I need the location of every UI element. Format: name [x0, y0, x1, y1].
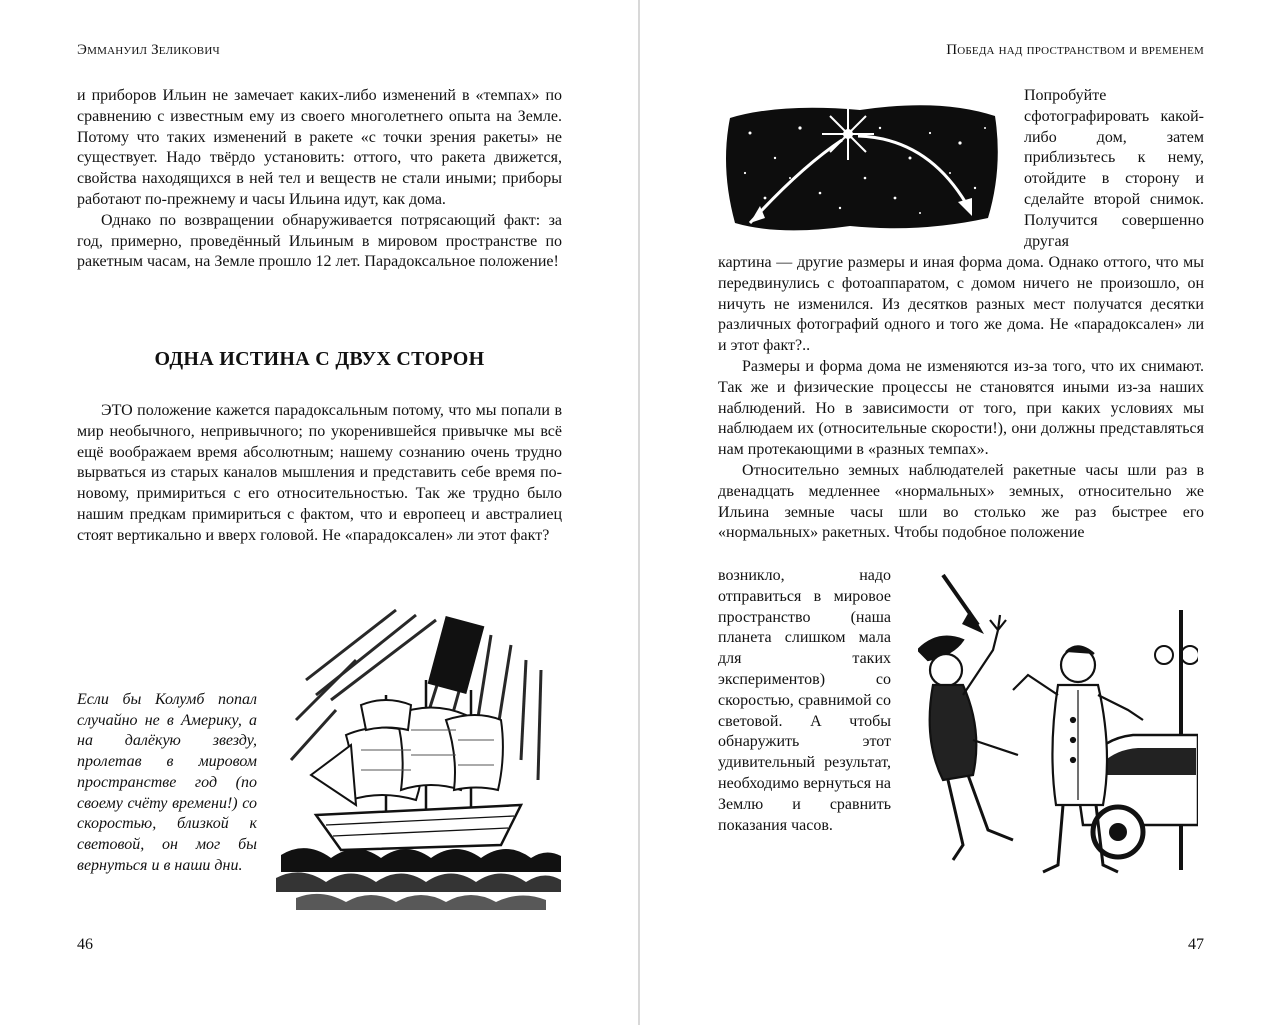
paragraph: Размеры и форма дома не изменяются из-за того, что их снимают. Так же и физические процессы не становятся иными из-за наших наблюдений. Но в зависимости от того, при каких условиях мы наблюдаем их (относительные скорости!), они должны представляться нам протекающими в «разных темпах». [718, 357, 1204, 459]
paragraph: и приборов Ильин не замечает каких-либо изменений в «темпах» по сравнению с известным ему из своего многолетнего опыта на Земле. Потому что таких изменений в ракете «с точки зрения ракеты» не существует. Надо твёрдо установить: оттого, что ракета движется, свойства находящихся в ней тел и веществ не стали иными; приборы работают по-прежнему и часы Ильина идут, как дома. [77, 87, 562, 208]
page-number: 47 [1188, 936, 1204, 953]
page-number: 46 [77, 936, 93, 953]
lower-float-text [718, 566, 891, 836]
illustration-caption: Если бы Колумб попал случайно не в Америку, а на далёкую звезду, пролетав в мировом пространстве год (по своему счёту времени!) со скоростью, близкой к световой, он мог бы вернуться и в наши дни. [77, 691, 257, 874]
sailing-ship-illustration [276, 600, 566, 920]
paragraph: Однако по возвращении обнаруживается потрясающий факт: за год, примерно, проведённый Ильиным в мировом пространстве по ракетным часам, на Земле прошло 12 лет. Парадоксальное положение! [77, 211, 562, 271]
paragraph: возникло, надо отправиться в мировое пространство (наша планета слишком мала для таких экспериментов) со скоростью, сравнимой со световой. А чтобы обнаружить этот удивительный результат, необходимо вернуться на Землю и сравнить показания часов. [718, 567, 891, 834]
left-page [0, 0, 638, 1025]
running-head-title: Победа над пространством и временем [946, 42, 1204, 58]
right-page [640, 0, 1279, 1025]
top-text-block [77, 86, 562, 273]
starry-sky-illustration [720, 98, 1005, 238]
paragraph: ЭТО положение кажется парадоксальным потому, что мы попали в мир необычного, непривычного; по укоренившейся привычке мы всё ещё воображаем время абсолютным; нашему сознанию очень трудно вырваться из старых каналов мышления и представить себе время по-новому, примириться с его относительностью. Так же трудно было нашим предкам примириться с фактом, что и европеец и австралиец стоят вертикально и вверх головой. Не «парадоксален» ли этот факт? [77, 402, 562, 544]
running-head-author: Эммануил Зеликович [77, 42, 220, 58]
intro-float-text [1024, 86, 1204, 252]
paragraph: Попробуйте сфотографировать какой-либо дом, затем приблизьтесь к нему, отойдите в сторону и сделайте второй снимок. Получится совершенно другая [1024, 87, 1204, 250]
paragraph: картина — другие размеры и иная форма дома. Однако оттого, что мы передвинулись с фотоаппаратом, с домом ничего не произошло, он ничуть не изменился. Из десятков разных мест получатся десятки различных фотографий одного и того же дома. Не «парадоксален» ли и этот факт?.. [718, 254, 1204, 355]
section-text-block [77, 401, 562, 547]
columbus-meets-modern-man-illustration [918, 570, 1198, 885]
paragraph: Относительно земных наблюдателей ракетные часы шли раз в двенадцать медленнее «нормальных» земных, относительно же Ильина земные часы шли во столько же раз быстрее его «нормальных» ракетных. Чтобы подобное положение [718, 461, 1204, 542]
section-heading: ОДНА ИСТИНА С ДВУХ СТОРОН [154, 348, 485, 370]
main-text-block [718, 253, 1204, 544]
